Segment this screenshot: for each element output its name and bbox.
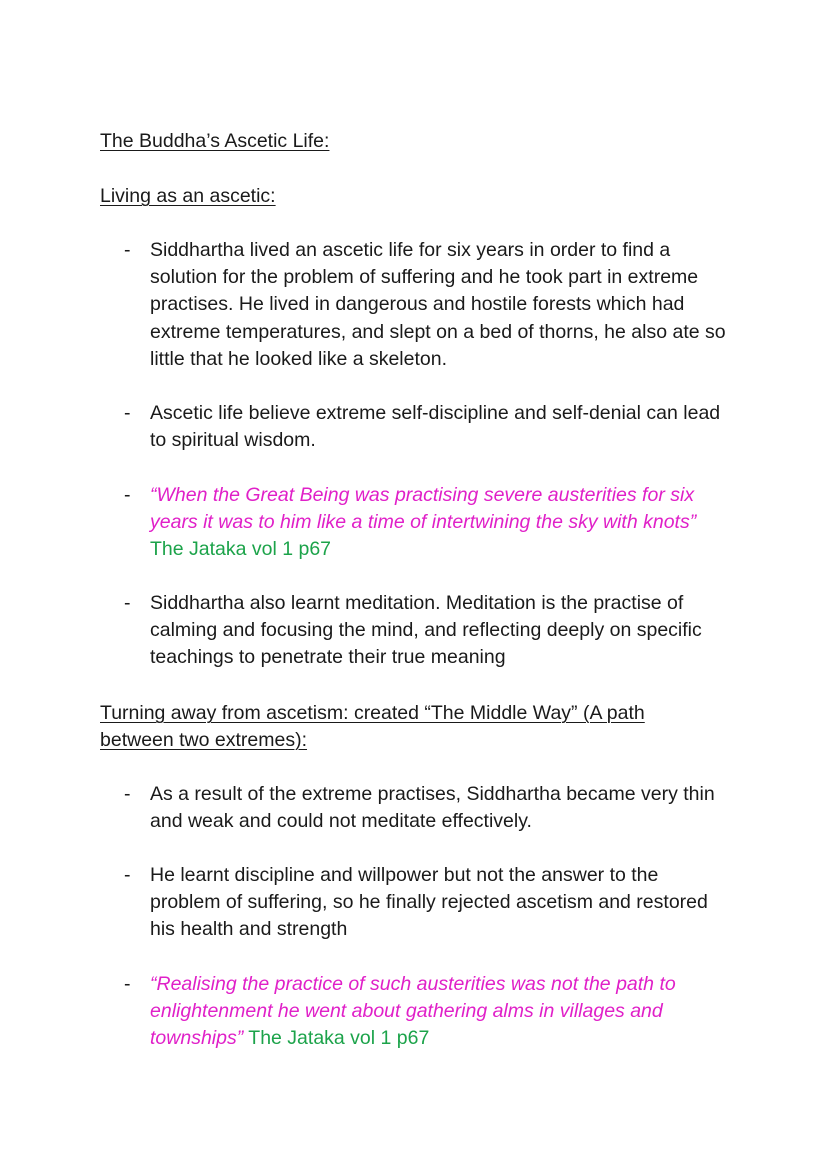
quote-list-item xyxy=(124,482,734,564)
section-heading-living-as-ascetic: Living as an ascetic: xyxy=(100,185,276,207)
bullet-dash: - xyxy=(124,484,131,506)
bullet-text: As a result of the extreme practises, Siddhartha became very thin and weak and could not meditate effectively. xyxy=(150,783,715,833)
bullet-dash: - xyxy=(124,592,131,614)
bullet-dash: - xyxy=(124,973,131,995)
list-item xyxy=(124,781,734,835)
quote-block xyxy=(150,971,734,1053)
bullet-text: Siddhartha lived an ascetic life for six years in order to find a solution for the problem of suffering and he took part in extreme practises. He lived in dangerous and hostile forests which had extreme temperatures, and slept on a bed of thorns, he also ate so little that he looked like a skeleton. xyxy=(150,239,726,370)
bullet-dash: - xyxy=(124,864,131,886)
section-heading-middle-way: Turning away from ascetism: created “The Middle Way” (A path between two extremes): xyxy=(100,702,645,751)
quote-text: “When the Great Being was practising severe austerities for six years it was to him like a time of intertwining the sky with knots” xyxy=(150,484,697,534)
quote-text: “Realising the practice of such austerities was not the path to enlightenment he went about gathering alms in villages and townships” xyxy=(150,973,676,1050)
bullet-dash: - xyxy=(124,239,131,261)
list-item xyxy=(124,237,734,373)
bullet-text: He learnt discipline and willpower but not the answer to the problem of suffering, so he finally rejected ascetism and restored his health and strength xyxy=(150,864,708,941)
list-item xyxy=(124,862,734,944)
bullet-text: Siddhartha also learnt meditation. Meditation is the practise of calming and focusing the mind, and reflecting deeply on specific teachings to penetrate their true meaning xyxy=(150,592,702,669)
bullet-text: Ascetic life believe extreme self-discipline and self-denial can lead to spiritual wisdom. xyxy=(150,402,721,452)
quote-source: The Jataka vol 1 p67 xyxy=(150,538,332,561)
page-title: The Buddha’s Ascetic Life: xyxy=(100,130,330,152)
list-item xyxy=(124,590,734,672)
quote-source: The Jataka vol 1 p67 xyxy=(243,1027,430,1050)
list-item xyxy=(124,400,734,454)
quote-list-item xyxy=(124,971,734,1053)
bullet-dash: - xyxy=(124,783,131,805)
quote-block xyxy=(150,482,734,564)
bullet-dash: - xyxy=(124,402,131,424)
